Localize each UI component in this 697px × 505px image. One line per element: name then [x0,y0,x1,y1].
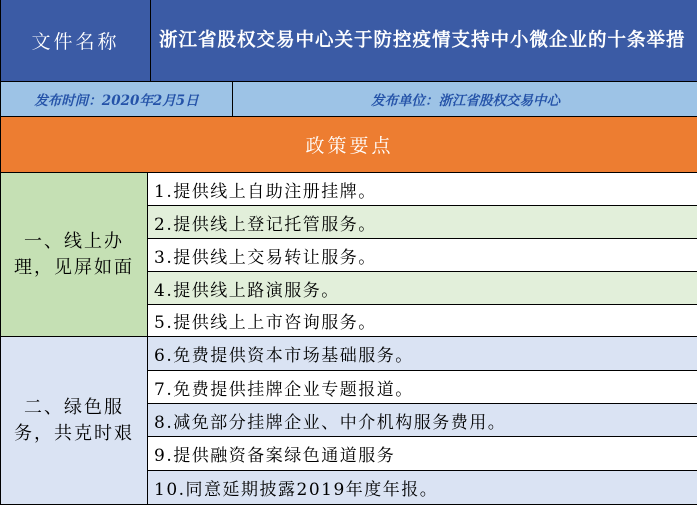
policy-item: 4.提供线上路演服务。 [148,272,697,305]
policy-item: 9.提供融资备案绿色通道服务 [148,437,697,471]
policy-item: 3.提供线上交易转让服务。 [148,239,697,272]
policy-item: 10.同意延期披露2019年度年报。 [148,471,697,505]
meta-row [1,82,697,117]
document-title: 浙江省股权交易中心关于防控疫情支持中小微企业的十条举措 [159,29,686,51]
publisher: 发布单位：浙江省股权交易中心 [371,93,560,109]
policy-item: 7.免费提供挂牌企业专题报道。 [148,371,697,404]
section-title: 政策要点 [305,135,394,157]
title-row [1,0,697,82]
group-label-green-service: 二、绿色服务，共克时艰 [1,337,148,505]
policy-item: 8.减免部分挂牌企业、中介机构服务费用。 [148,404,697,437]
policy-item: 5.提供线上上市咨询服务。 [148,305,697,337]
section-header-row [1,117,697,173]
policy-item: 6.免费提供资本市场基础服务。 [148,337,697,371]
publish-date: 发布时间：2020年2月5日 [1,82,233,116]
file-name-label: 文件名称 [1,0,151,81]
policy-item: 1.提供线上自助注册挂牌。 [148,173,697,206]
group-label-online: 一、线上办理，见屏如面 [1,173,148,337]
policy-item: 2.提供线上登记托管服务。 [148,206,697,239]
